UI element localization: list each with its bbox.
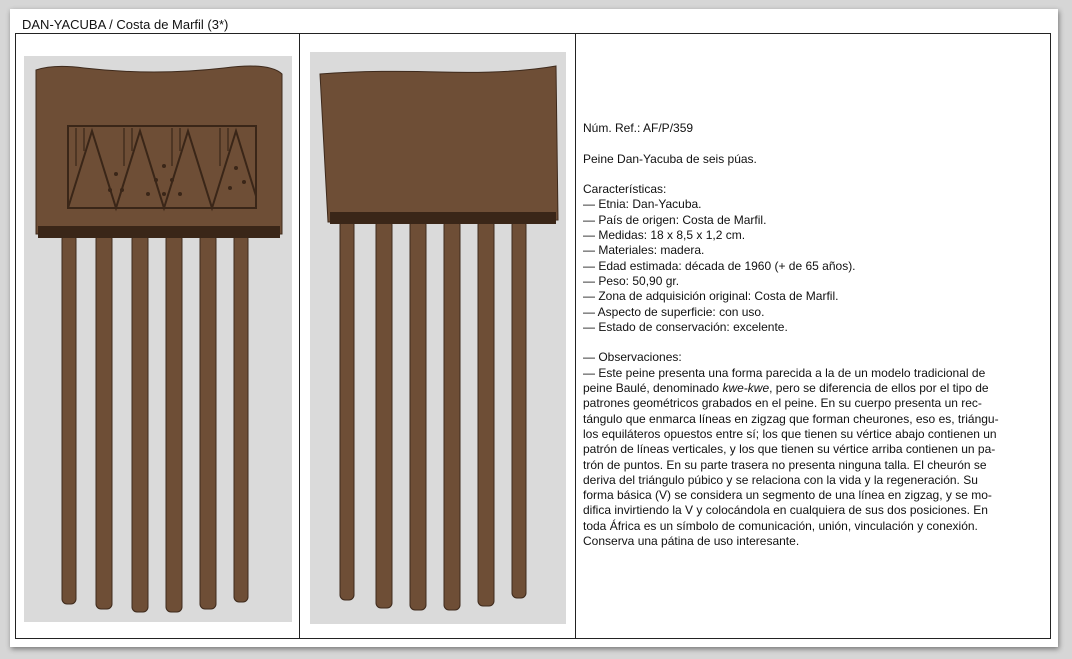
comb-front-photo xyxy=(24,56,292,622)
characteristic-item: — País de origen: Costa de Marfil. xyxy=(583,212,767,227)
catalog-table xyxy=(15,33,1051,639)
summary-line: Peine Dan-Yacuba de seis púas. xyxy=(583,151,757,166)
characteristics-heading: Características: xyxy=(583,182,667,197)
observation-line: patrón de líneas verticales, y los que tienen su vértice arriba contienen un pa- xyxy=(583,442,996,457)
characteristic-item: — Etnia: Dan-Yacuba. xyxy=(583,197,702,212)
observation-line: forma básica (V) se considera un segmento de una línea en zigzag, y se mo- xyxy=(583,488,992,503)
characteristic-item: — Aspecto de superficie: con uso. xyxy=(583,304,765,319)
observation-line: los equiláteros opuestos entre sí; los que tienen su vértice abajo contienen un xyxy=(583,426,997,441)
characteristic-item: — Zona de adquisición original: Costa de Marfil. xyxy=(583,289,839,304)
observation-line: toda África es un símbolo de comunicación, unión, vinculación y conexión. xyxy=(583,518,978,533)
observation-line: Conserva una pátina de uso interesante. xyxy=(583,534,800,549)
observations-heading: — Observaciones: xyxy=(583,350,682,365)
reference-number: Núm. Ref.: AF/P/359 xyxy=(583,121,694,135)
observation-line: — Este peine presenta una forma parecida a la de un modelo tradicional de xyxy=(583,365,986,380)
observation-text: peine Baulé, denominado xyxy=(583,381,723,396)
characteristic-item: — Medidas: 18 x 8,5 x 1,2 cm. xyxy=(583,228,746,243)
observation-line: tángulo que enmarca líneas en zigzag que forman cheurones, eso es, triángu- xyxy=(583,411,999,426)
characteristic-item: — Materiales: madera. xyxy=(583,243,705,258)
column-divider xyxy=(299,34,300,638)
characteristic-item: — Estado de conservación: excelente. xyxy=(583,319,788,334)
observation-line: patrones geométricos grabados en el peine. En su cuerpo presenta un rec- xyxy=(583,396,982,411)
observation-line: difica invirtiendo la V y colocándola en cualquiera de sus dos posiciones. En xyxy=(583,503,988,518)
characteristic-item: — Edad estimada: década de 1960 (+ de 65 años). xyxy=(583,258,856,273)
page-title: DAN-YACUBA / Costa de Marfil (3*) xyxy=(22,17,229,32)
observation-line xyxy=(583,381,1043,396)
characteristic-item: — Peso: 50,90 gr. xyxy=(583,273,680,288)
observation-line: trón de puntos. En su parte trasera no presenta ninguna talla. El cheurón se xyxy=(583,457,987,472)
observation-line: deriva del triángulo púbico y se relaciona con la vida y la regeneración. Su xyxy=(583,472,978,487)
observation-text: , pero se diferencia de ellos por el tipo de xyxy=(769,381,989,396)
observation-term: kwe-kwe xyxy=(722,381,770,396)
column-divider xyxy=(575,34,576,638)
description-text xyxy=(583,121,1043,549)
document-sheet xyxy=(10,9,1058,647)
comb-back-photo xyxy=(310,52,566,624)
